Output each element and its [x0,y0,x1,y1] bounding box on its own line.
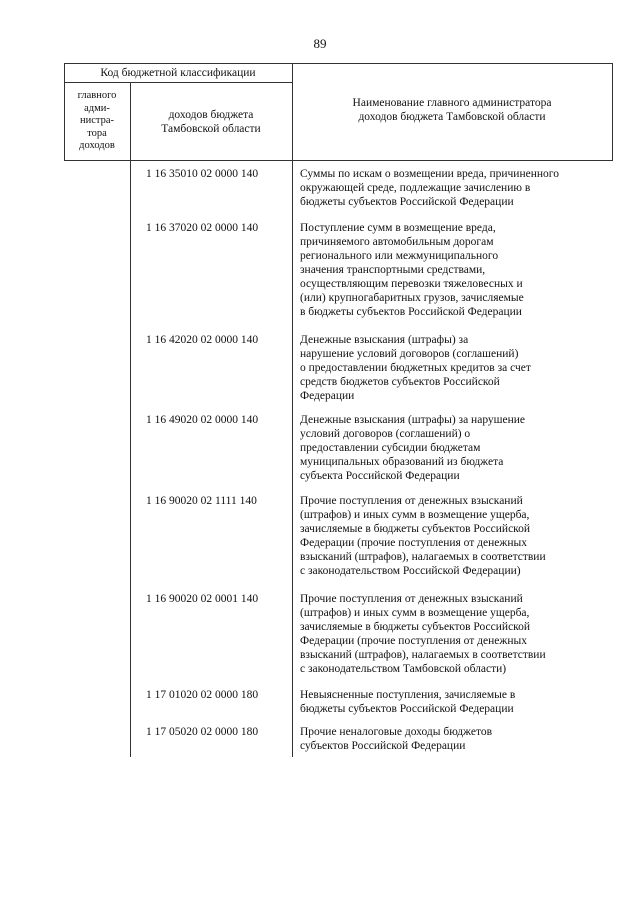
row-3-name: Денежные взыскания (штрафы) за нарушение условий договоров (соглашений) о предоставлении бюджетных кредитов за счет средств бюджетов субъектов Российской Федерации [300,334,531,402]
row-6-name: Прочие поступления от денежных взысканий (штрафов) и иных сумм в возмещение ущерба, зачисляемые в бюджеты субъектов Российской Федерации (прочие поступления от денежных взысканий (штрафов), налагаемых в соответствии с законодательством Тамбовской области) [300,593,546,675]
table-right-border [612,63,613,161]
row-1-name: Суммы по искам о возмещении вреда, причиненного окружающей среде, подлежащие зачислению в бюджеты субъектов Российской Федерации [300,168,559,208]
row-2-code: 1 16 37020 02 0000 140 [146,222,259,234]
row-8-code: 1 17 05020 02 0000 180 [146,726,259,738]
row-3-code: 1 16 42020 02 0000 140 [146,334,259,346]
row-4-name: Денежные взыскания (штрафы) за нарушение условий договоров (соглашений) о предоставлении субсидии бюджетам муниципальных образований из бюджета субъекта Российской Федерации [300,414,526,482]
header-bottom-border [64,160,612,161]
row-4-code: 1 16 49020 02 0000 140 [146,414,259,426]
header-group-title: Код бюджетной классификации [100,67,256,79]
row-7-name: Невыясненные поступления, зачисляемые в бюджеты субъектов Российской Федерации [300,689,516,715]
row-5-name: Прочие поступления от денежных взысканий (штрафов) и иных сумм в возмещение ущерба, зачисляемые в бюджеты субъектов Российской Федерации (прочие поступления от денежных взысканий (штрафов), налагаемых в соответствии с законодательством Российской Федерации) [300,495,546,577]
header-admin-code: главного адми- нистра- тора доходов [77,90,117,151]
row-7-code: 1 17 01020 02 0000 180 [146,689,259,701]
header-group-divider [64,82,292,83]
column-divider-2 [292,63,293,757]
row-6-code: 1 16 90020 02 0001 140 [146,593,259,605]
table-top-border [64,63,612,64]
page-number: 89 [313,36,327,51]
row-1-code: 1 16 35010 02 0000 140 [146,168,259,180]
header-income-code: доходов бюджета Тамбовской области [161,109,261,135]
row-8-name: Прочие неналоговые доходы бюджетов субъектов Российской Федерации [300,726,493,752]
row-2-name: Поступление сумм в возмещение вреда, причиняемого автомобильным дорогам регионального или межмуниципального значения транспортными средствами, осуществляющим перевозки тяжеловесных и (или) крупногабаритных грузов, зачисляемые в бюджеты субъектов Российской Федерации [300,222,524,318]
header-administrator-name: Наименование главного администратора доходов бюджета Тамбовской области [352,97,552,123]
column-divider-1 [130,82,131,757]
row-5-code: 1 16 90020 02 1111 140 [146,495,257,507]
